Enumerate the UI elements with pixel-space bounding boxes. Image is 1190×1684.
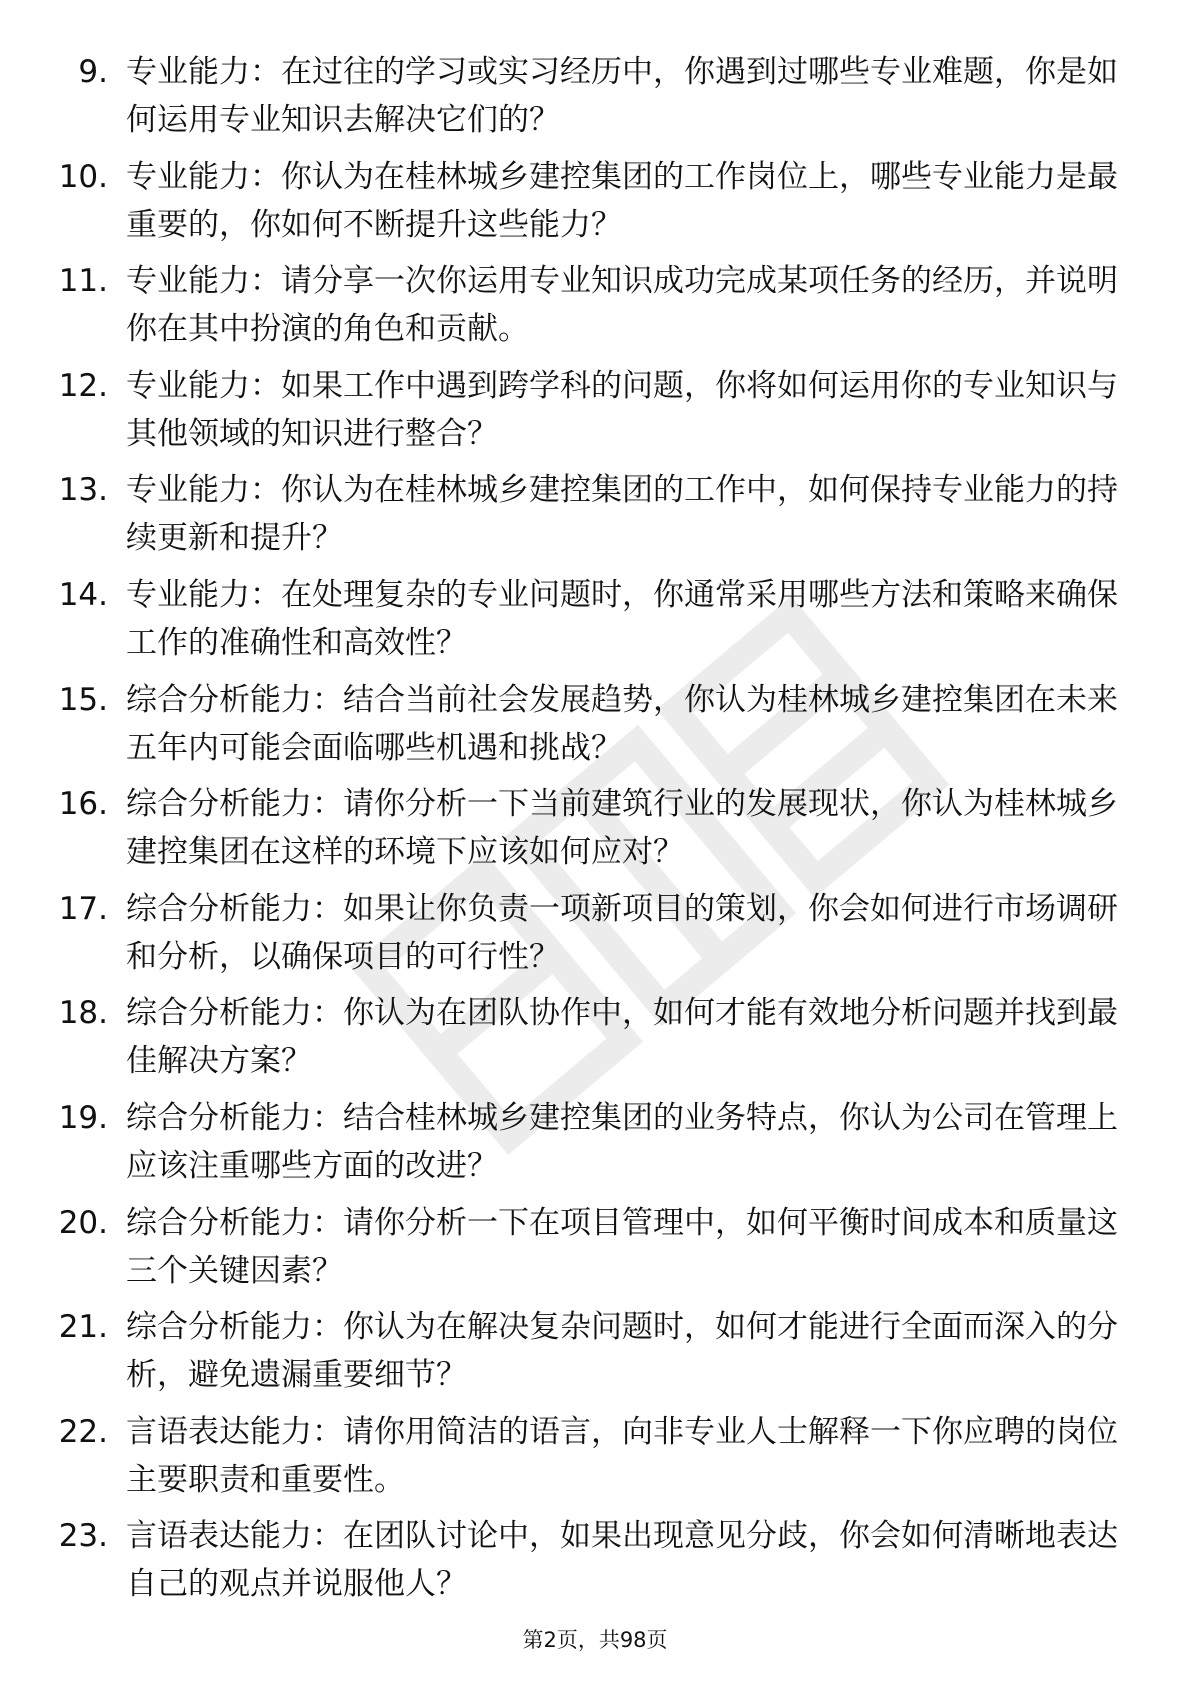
question-number: 20. — [58, 1204, 108, 1241]
question-number: 22. — [58, 1413, 108, 1450]
question-text: 言语表达能力：请你用简洁的语言，向非专业人士解释一下你应聘的岗位主要职责和重要性。 — [126, 1413, 1118, 1498]
list-item — [0, 885, 1190, 990]
list-item — [0, 1408, 1190, 1513]
list-item — [0, 676, 1190, 781]
page-number-footer: 第2页，共98页 — [522, 1628, 668, 1652]
question-number: 14. — [58, 576, 108, 613]
question-number: 11. — [58, 263, 108, 300]
question-text: 综合分析能力：结合当前社会发展趋势，你认为桂林城乡建控集团在未来五年内可能会面临哪些机遇和挑战？ — [126, 681, 1118, 766]
question-number: 15. — [58, 681, 108, 718]
question-number: 13. — [58, 472, 108, 509]
list-item — [0, 362, 1190, 467]
list-item — [0, 1303, 1190, 1408]
list-item — [0, 571, 1190, 676]
list-item — [0, 1199, 1190, 1304]
list-item — [0, 257, 1190, 362]
question-text: 综合分析能力：请你分析一下在项目管理中，如何平衡时间成本和质量这三个关键因素？ — [126, 1204, 1118, 1289]
question-text: 综合分析能力：你认为在团队协作中，如何才能有效地分析问题并找到最佳解决方案？ — [126, 995, 1118, 1080]
question-text: 综合分析能力：你认为在解决复杂问题时，如何才能进行全面而深入的分析，避免遗漏重要细节？ — [126, 1309, 1118, 1394]
question-text: 综合分析能力：如果让你负责一项新项目的策划，你会如何进行市场调研和分析，以确保项目的可行性？ — [126, 890, 1118, 975]
question-number: 23. — [58, 1518, 108, 1555]
list-item — [0, 989, 1190, 1094]
question-text: 综合分析能力：结合桂林城乡建控集团的业务特点，你认为公司在管理上应该注重哪些方面的改进？ — [126, 1099, 1118, 1184]
question-number: 9. — [78, 54, 108, 90]
question-text: 综合分析能力：请你分析一下当前建筑行业的发展现状，你认为桂林城乡建控集团在这样的环境下应该如何应对？ — [126, 786, 1118, 871]
list-item — [0, 1512, 1190, 1617]
question-text: 专业能力：你认为在桂林城乡建控集团的工作岗位上，哪些专业能力是最重要的，你如何不断提升这些能力？ — [126, 158, 1118, 243]
question-number: 16. — [58, 786, 108, 823]
question-number: 21. — [58, 1309, 108, 1346]
question-number: 18. — [58, 995, 108, 1032]
question-text: 专业能力：在过往的学习或实习经历中，你遇到过哪些专业难题，你是如何运用专业知识去解决它们的？ — [126, 54, 1118, 138]
question-text: 专业能力：在处理复杂的专业问题时，你通常采用哪些方法和策略来确保工作的准确性和高效性？ — [126, 576, 1118, 661]
list-item — [0, 780, 1190, 885]
question-number: 12. — [58, 367, 108, 404]
question-number: 17. — [58, 890, 108, 927]
question-list — [0, 48, 1190, 1617]
question-text: 专业能力：请分享一次你运用专业知识成功完成某项任务的经历，并说明你在其中扮演的角色和贡献。 — [126, 263, 1118, 348]
list-item — [0, 1094, 1190, 1199]
list-item — [0, 48, 1190, 153]
question-number: 10. — [58, 158, 108, 195]
list-item — [0, 153, 1190, 258]
question-text: 言语表达能力：在团队讨论中，如果出现意见分歧，你会如何清晰地表达自己的观点并说服他人？ — [126, 1518, 1118, 1603]
question-number: 19. — [58, 1099, 108, 1136]
question-text: 专业能力：你认为在桂林城乡建控集团的工作中，如何保持专业能力的持续更新和提升？ — [126, 472, 1118, 557]
list-item — [0, 466, 1190, 571]
question-text: 专业能力：如果工作中遇到跨学科的问题，你将如何运用你的专业知识与其他领域的知识进行整合？ — [126, 367, 1118, 452]
